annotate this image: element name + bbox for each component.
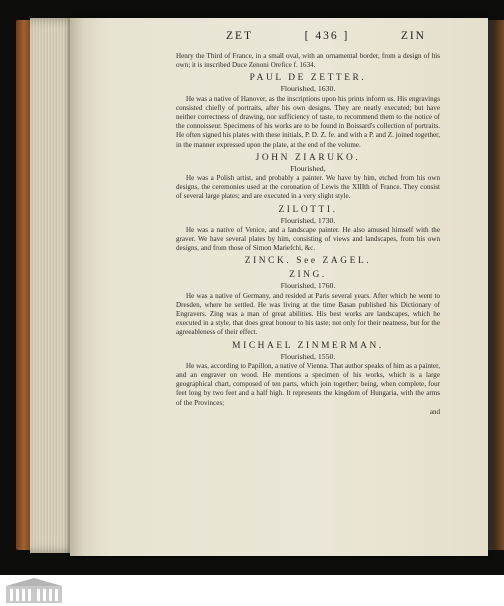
entry-date: Flourished, 1630. <box>280 84 336 94</box>
entry-paragraph: He was a native of Venice, and a landscape painter. He also amused himself with the graver. We have several plates by him, consisting of views and landscapes, from his own designs, and from those of Simon Mariefchi, &c. <box>176 225 440 253</box>
viewer-footer <box>0 575 504 606</box>
entry-zilotti <box>176 205 440 254</box>
entry-paragraph: He was a native of Hanover, as the inscriptions upon his prints inform us. His engravings consisted chiefly of portraits, after his own designs. They are neatly executed; but have neither correctness of drawing, nor sufficiency of taste, to recommend them to the notice of the connoisseur. Specimens of his works are to be found in Boissard's collection of portraits. He often signed his plates with these initials, P. D. Z. fe. and with a P. and Z. joined together, in the manner expressed upon the plate, at the end of the volume. <box>176 94 440 149</box>
entry-heading: JOHN ZIARUKO. <box>255 152 361 163</box>
entry-heading: MICHAEL ZINMERMAN. <box>232 340 384 351</box>
page-number: [ 436 ] <box>304 30 350 42</box>
entry-date: Flourished, <box>290 163 326 173</box>
entry-date: Flourished, 1760. <box>280 281 336 291</box>
entry-zinck <box>176 256 440 267</box>
entry-zetter <box>176 73 440 149</box>
entry-date: Flourished, 1730. <box>280 215 336 225</box>
library-building-icon <box>4 577 64 604</box>
opening-lines: Henry the Third of France, in a small oval, with an ornamental border, from a design of his own; it is inscribed Duce Zenoni Orefice f. 1634. <box>176 52 440 70</box>
entry-heading: ZING. <box>289 270 327 281</box>
entry-paragraph: He was a native of Germany, and resided at Paris several years. After which he went to Dresden, where he settled. He was living at the time Basan published his Dictionary of Engravers. Zing was a man of great abilities. His best works are landscapes, which he executed in a style, that does great honour to his taste; not only for their neatness, but for the agreeableness of their effect. <box>176 291 440 337</box>
running-head-left: ZET <box>226 30 254 42</box>
running-head <box>226 30 426 42</box>
page-text <box>176 52 440 417</box>
entry-zing <box>176 270 440 337</box>
entry-heading: PAUL DE ZETTER. <box>249 73 367 84</box>
entry-heading: ZINCK. See ZAGEL. <box>244 256 372 267</box>
entry-heading: ZILOTTI. <box>278 204 338 215</box>
entry-date: Flourished, 1550. <box>280 351 336 361</box>
entry-ziaruko <box>176 153 440 202</box>
running-head-right: ZIN <box>400 30 426 42</box>
book-cover-right <box>488 20 504 550</box>
catchword: and <box>429 407 440 416</box>
entry-paragraph: He was a Polish artist, and probably a painter. We have by him, etched from his own designs, the ceremonies used at the coronation of Lewis the XIIIth of France. They consist of several large plates; and are executed in a very slight style. <box>176 174 440 201</box>
entry-paragraph: He was, according to Papillon, a native of Vienna. That author speaks of him as a painter, and an engraver on wood. He mentions a specimen of his works, which is a large geographical chart, composed of ten parts, which join together; being, when complete, four feet long by two feet and a half high. It represents the kingdom of Hungaria, with the arms of the Provinces; <box>176 361 440 407</box>
entry-zinmerman <box>176 341 440 408</box>
